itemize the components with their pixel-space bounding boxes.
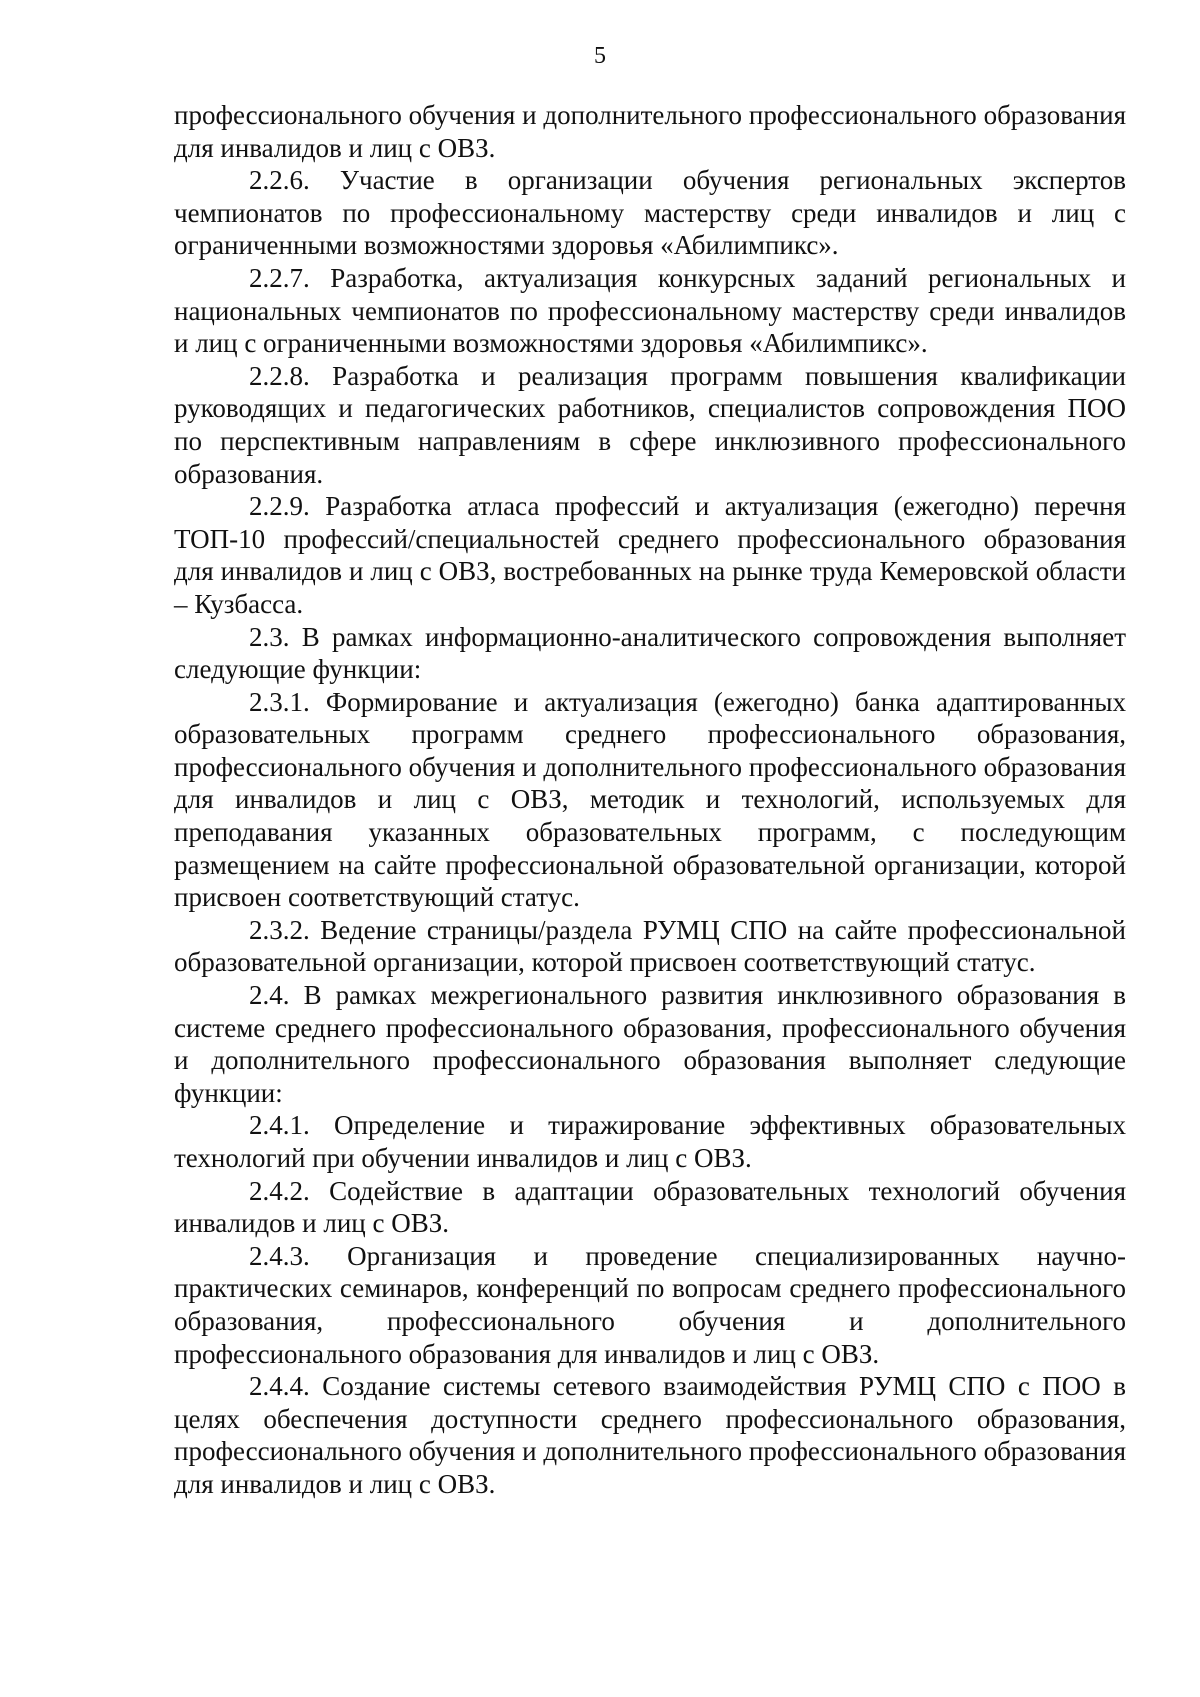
paragraph-2-4-3: 2.4.3. Организация и проведение специализированных научно-практических семинаров, конференций по вопросам среднего профессионального образования, профессионального обучения и дополнительного профессионального образования для инвалидов и лиц с ОВЗ. <box>174 1240 1126 1369</box>
paragraph-2-3: 2.3. В рамках информационно-аналитического сопровождения выполняет следующие функции: <box>174 621 1126 685</box>
page-number: 5 <box>594 43 606 69</box>
paragraph-2-4-2: 2.4.2. Содействие в адаптации образовательных технологий обучения инвалидов и лиц с ОВЗ. <box>174 1175 1126 1239</box>
paragraph-2-3-1: 2.3.1. Формирование и актуализация (ежегодно) банка адаптированных образовательных программ среднего профессионального образования, профессионального обучения и дополнительного профессионального образования для инвалидов и лиц с ОВЗ, методик и технологий, используемых для преподавания указанных образовательных программ, с последующим размещением на сайте профессиональной образовательной организации, которой присвоен соответствующий статус. <box>174 686 1126 913</box>
paragraph-2-2-9: 2.2.9. Разработка атласа профессий и актуализация (ежегодно) перечня ТОП-10 профессий/специальностей среднего профессионального образования для инвалидов и лиц с ОВЗ, востребованных на рынке труда Кемеровской области – Кузбасса. <box>174 491 1126 619</box>
document-body <box>174 99 1126 1501</box>
paragraph-2-3-2: 2.3.2. Ведение страницы/раздела РУМЦ СПО на сайте профессиональной образовательной организации, которой присвоен соответствующий статус. <box>174 914 1126 978</box>
paragraph-2-4-1: 2.4.1. Определение и тиражирование эффективных образовательных технологий при обучении инвалидов и лиц с ОВЗ. <box>174 1110 1126 1173</box>
paragraph-2-2-7: 2.2.7. Разработка, актуализация конкурсных заданий региональных и национальных чемпионатов по профессиональному мастерству среди инвалидов и лиц с ограниченными возможностями здоровья «Абилимпикс». <box>174 262 1126 359</box>
paragraph-2-4-4: 2.4.4. Создание системы сетевого взаимодействия РУМЦ СПО с ПОО в целях обеспечения доступности среднего профессионального образования, профессионального обучения и дополнительного профессионального образования для инвалидов и лиц с ОВЗ. <box>174 1371 1126 1499</box>
paragraph-continuation: профессионального обучения и дополнительного профессионального образования для инвалидов и лиц с ОВЗ. <box>174 100 1126 163</box>
paragraph-2-2-8: 2.2.8. Разработка и реализация программ повышения квалификации руководящих и педагогических работников, специалистов сопровождения ПОО по перспективным направлениям в сфере инклюзивного профессионального образования. <box>174 360 1126 489</box>
paragraph-2-2-6: 2.2.6. Участие в организации обучения региональных экспертов чемпионатов по профессиональному мастерству среди инвалидов и лиц с ограниченными возможностями здоровья «Абилимпикс». <box>174 165 1126 261</box>
paragraph-2-4: 2.4. В рамках межрегионального развития инклюзивного образования в системе среднего профессионального образования, профессионального обучения и дополнительного профессионального образования выполняет следующие функции: <box>174 980 1126 1108</box>
